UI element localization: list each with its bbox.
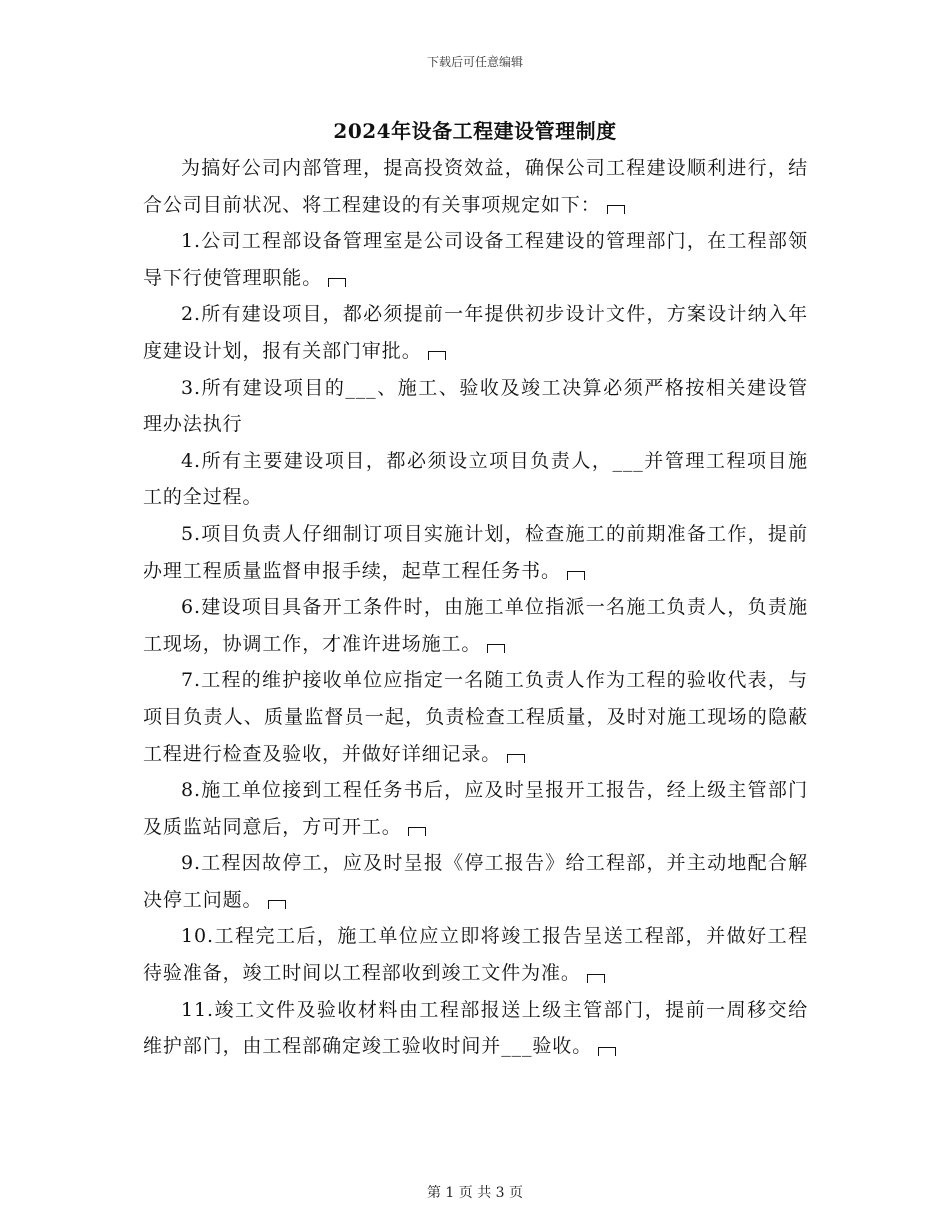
paragraph: [143, 516, 808, 589]
paragraph-mark-icon: [567, 571, 585, 580]
paragraph: [143, 918, 808, 991]
paragraph-mark-icon: [487, 644, 505, 653]
paragraph: [143, 772, 808, 845]
paragraph-mark-icon: [598, 1047, 616, 1056]
paragraph: [143, 443, 808, 516]
paragraph: [143, 589, 808, 662]
paragraph-text: 5.项目负责人仔细制订项目实施计划，检查施工的前期准备工作，提前办理工程质量监督申报手续，起草工程任务书。: [143, 522, 808, 582]
paragraph: [143, 150, 808, 223]
paragraph-text: 11.竣工文件及验收材料由工程部报送上级主管部门，提前一周移交给维护部门，由工程部确定竣工验收时间并___验收。: [143, 998, 808, 1058]
paragraph-text: 10.工程完工后，施工单位应立即将竣工报告呈送工程部，并做好工程待验准备，竣工时间以工程部收到竣工文件为准。: [143, 925, 808, 985]
paragraph-text: 为搞好公司内部管理，提高投资效益，确保公司工程建设顺利进行，结合公司目前状况、将工程建设的有关事项规定如下：: [143, 157, 808, 216]
paragraph-text: 7.工程的维护接收单位应指定一名随工负责人作为工程的验收代表，与项目负责人、质量监督员一起，负责检查工程质量，及时对施工现场的隐蔽工程进行检查及验收，并做好详细记录。: [143, 669, 808, 765]
paragraph: [143, 845, 808, 918]
paragraph-text: 3.所有建设项目的___、施工、验收及竣工决算必须严格按相关建设管理办法执行: [143, 376, 808, 436]
paragraph-mark-icon: [587, 974, 605, 983]
paragraph-mark-icon: [607, 205, 625, 214]
paragraph-mark-icon: [428, 351, 446, 360]
paragraph-mark-icon: [507, 754, 525, 763]
paragraph-mark-icon: [268, 900, 286, 909]
paragraph-mark-icon: [328, 278, 346, 287]
document-body: [143, 150, 808, 1065]
paragraph: [143, 992, 808, 1065]
paragraph-text: 4.所有主要建设项目，都必须设立项目负责人，___并管理工程项目施工的全过程。: [143, 449, 808, 509]
paragraph-text: 2.所有建设项目，都必须提前一年提供初步设计文件，方案设计纳入年度建设计划，报有关部门审批。: [143, 303, 808, 362]
document-title: 2024年设备工程建设管理制度: [333, 119, 617, 143]
header-note: 下载后可任意编辑: [426, 55, 523, 69]
paragraph-text: 1.公司工程部设备管理室是公司设备工程建设的管理部门，在工程部领导下行使管理职能。: [143, 230, 808, 289]
paragraph-mark-icon: [408, 827, 426, 836]
paragraph-text: 8.施工单位接到工程任务书后，应及时呈报开工报告，经上级主管部门及质监站同意后，方可开工。: [143, 779, 808, 838]
paragraph: [143, 296, 808, 369]
paragraph-text: 6.建设项目具备开工条件时，由施工单位指派一名施工负责人，负责施工现场，协调工作，才准许进场施工。: [143, 596, 808, 655]
paragraph: [143, 662, 808, 772]
paragraph: [143, 223, 808, 296]
page-footer: 第 1 页 共 3 页: [426, 1185, 524, 1201]
paragraph-text: 9.工程因故停工，应及时呈报《停工报告》给工程部，并主动地配合解决停工问题。: [143, 852, 808, 911]
paragraph: [143, 370, 808, 443]
